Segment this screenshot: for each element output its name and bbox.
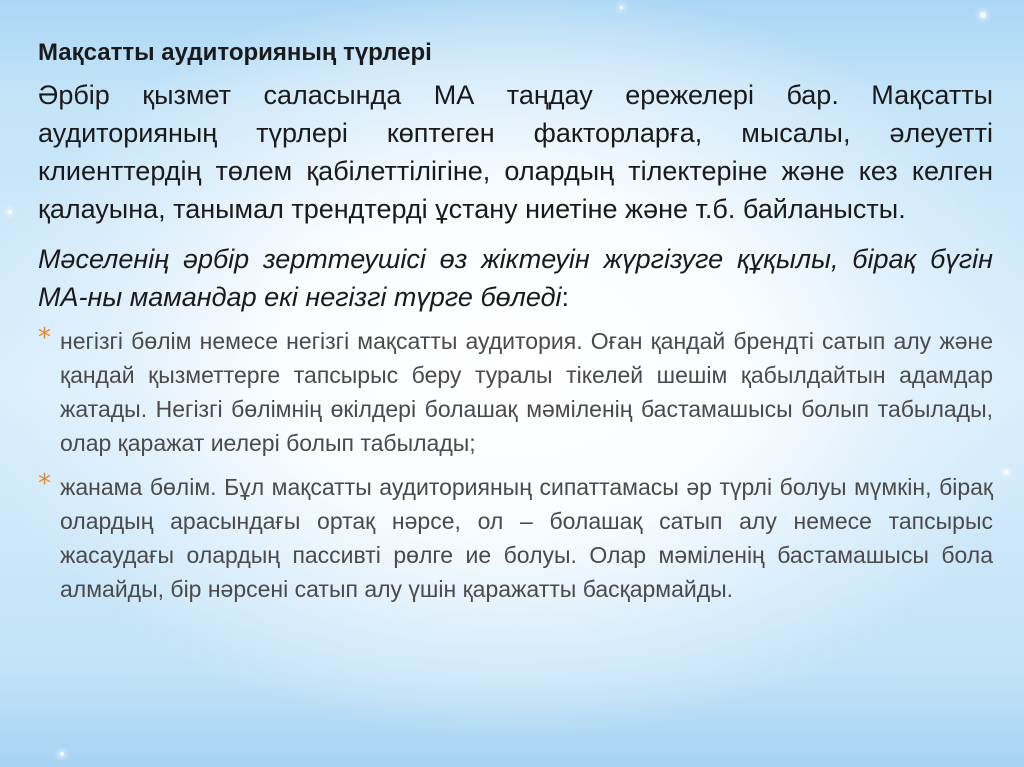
classification-colon: : <box>561 282 570 312</box>
bullet-item-primary <box>38 324 993 460</box>
classification-text: Мәселенің әрбір зерттеушісі өз жіктеуін жүргізуге құқылы, бірақ бүгін МА-ны мамандар екі негізгі түрге бөледі <box>38 244 993 312</box>
slide-title: Мақсатты аудиторияның түрлері <box>38 39 432 66</box>
sparkle-decoration <box>1004 470 1009 475</box>
asterisk-bullet-icon: * <box>38 469 51 499</box>
slide-content <box>38 38 993 616</box>
sparkle-decoration <box>60 752 64 756</box>
sparkle-decoration <box>620 6 623 9</box>
asterisk-bullet-icon: * <box>38 323 51 353</box>
classification-paragraph <box>38 240 993 316</box>
intro-paragraph: Әрбір қызмет саласында МА таңдау ережелері бар. Мақсатты аудиторияның түрлері көптеген факторларға, мысалы, әлеуетті клиенттердің төлем қабілеттілігіне, олардың тілектеріне және кез келген қалауына, танымал трендтерді ұстану ниетіне және т.б. байланысты. <box>38 80 993 224</box>
bullet-text: негізгі бөлім немесе негізгі мақсатты аудитория. Оған қандай брендті сатып алу және қандай қызметтерге тапсырыс беру туралы тікелей шешім қабылдайтын адамдар жатады. Негізгі бөлімнің өкілдері болашақ мәміленің бастамашысы болып табылады, олар қаражат иелері болып табылады; <box>60 328 993 456</box>
bullet-text: жанама бөлім. Бұл мақсатты аудиторияның сипаттамасы әр түрлі болуы мүмкін, бірақ олардың арасындағы ортақ нәрсе, ол – болашақ сатып алу немесе тапсырыс жасаудағы олардың пассивті рөлге ие болуы. Олар мәміленің бастамашысы бола алмайды, бір нәрсені сатып алу үшін қаражатты басқармайды. <box>60 474 993 602</box>
bullet-item-secondary <box>38 470 993 606</box>
sparkle-decoration <box>980 12 986 18</box>
sparkle-decoration <box>8 210 12 214</box>
